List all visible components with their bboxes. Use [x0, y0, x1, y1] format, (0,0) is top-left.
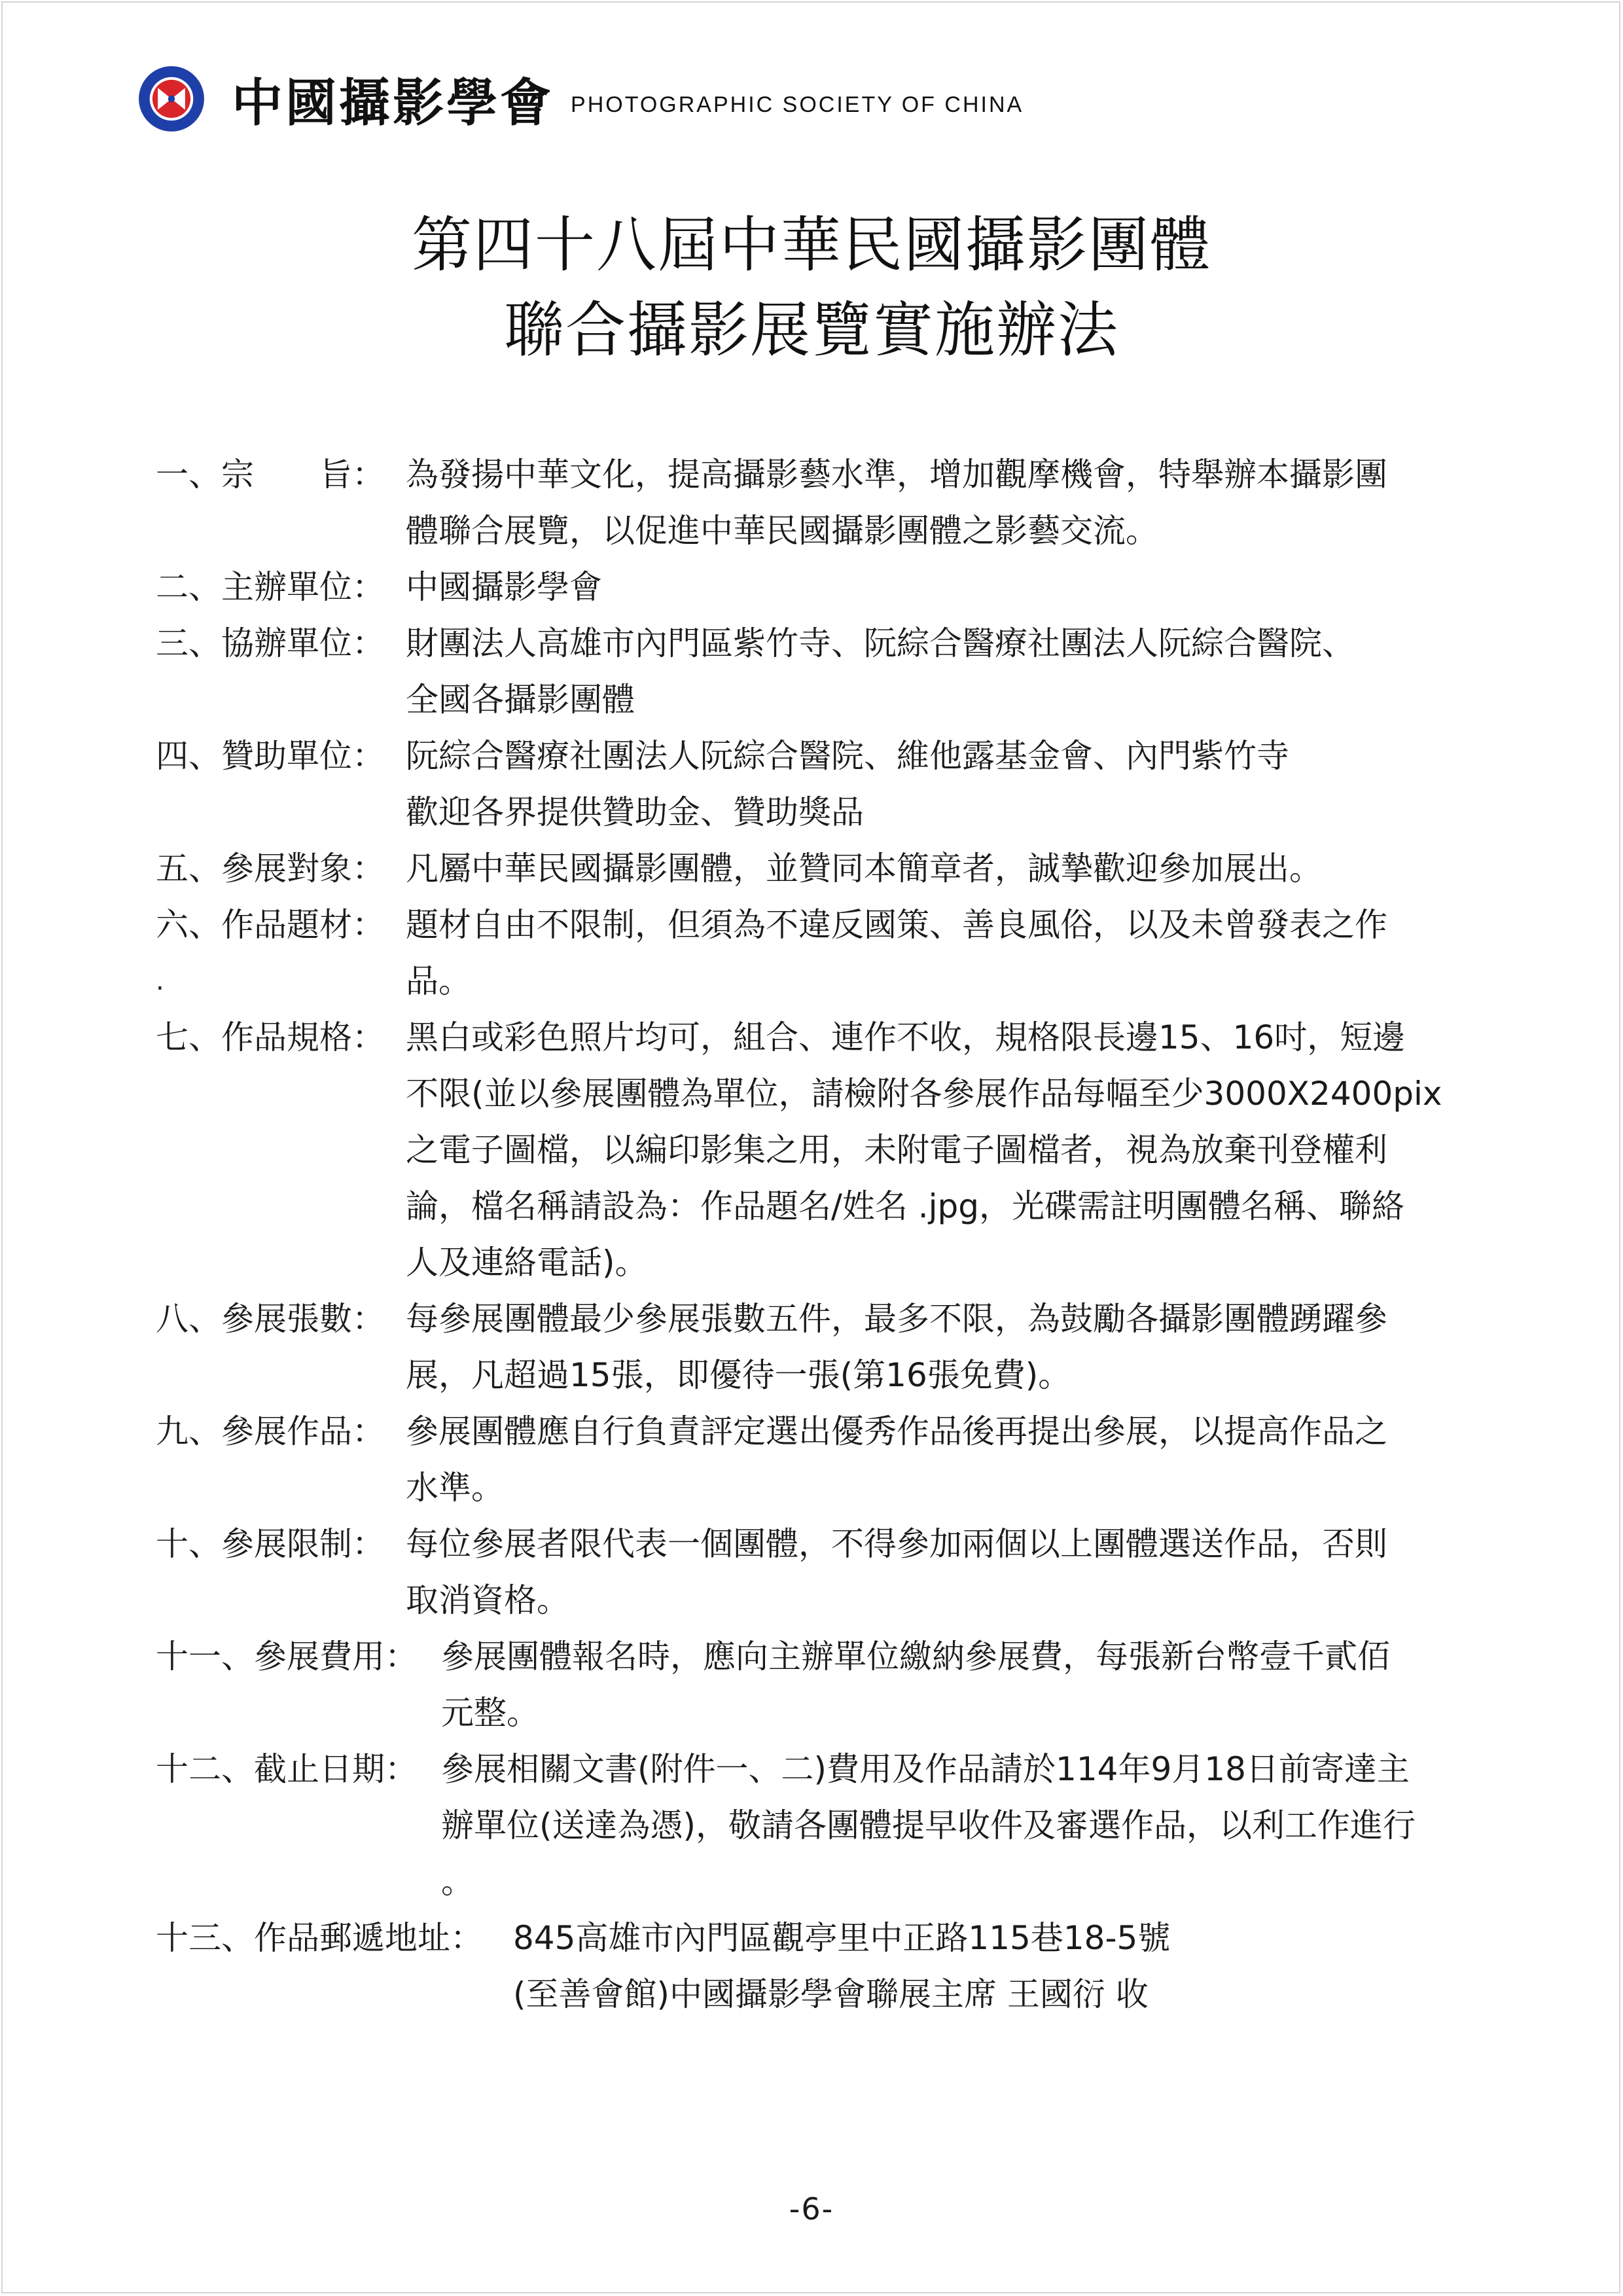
rule-line: 中國攝影學會 [406, 568, 602, 606]
rule-line: 每位參展者限代表一個團體，不得參加兩個以上團體選送作品，否則 [406, 1525, 1387, 1563]
rule-content [406, 559, 1517, 615]
rule-label: 一、宗 旨： [156, 456, 385, 493]
title-line-1: 第四十八屆中華民國攝影團體 [411, 210, 1211, 280]
rule-line: 為發揚中華文化，提高攝影藝水準，增加觀摩機會，特舉辦本攝影團 [406, 456, 1387, 493]
rule-line: 題材自由不限制，但須為不違反國策、善良風俗，以及未曾發表之作 [406, 906, 1387, 944]
rule-content [406, 1291, 1517, 1403]
rule-line: 人及連絡電話)。 [406, 1244, 648, 1282]
rule-line: 水準。 [406, 1469, 504, 1507]
rule-line: 每參展團體最少參展張數五件，最多不限，為鼓勵各攝影團體踴躍參 [406, 1300, 1387, 1338]
rule-item [156, 446, 1517, 559]
rule-content [513, 1910, 1517, 2022]
rule-label: 十二、截止日期： [156, 1750, 418, 1788]
rule-line: 黑白或彩色照片均可，組合、連作不收，規格限長邊15、16吋，短邊 [406, 1018, 1406, 1056]
rule-line: 展，凡超過15張，即優待一張(第16張免費)。 [406, 1356, 1071, 1394]
rule-content [441, 1741, 1517, 1910]
rule-label: 四、贊助單位： [156, 737, 385, 775]
rule-line: 阮綜合醫療社團法人阮綜合醫院、維他露基金會、內門紫竹寺 [406, 737, 1289, 775]
rule-line: 參展團體報名時，應向主辦單位繳納參展費，每張新台幣壹千貳佰 [441, 1638, 1390, 1676]
rule-item [156, 840, 1517, 897]
title-line-2: 聯合攝影展覽實施辦法 [503, 295, 1119, 365]
rule-line: 。 [441, 1863, 474, 1901]
rule-line: 體聯合展覽，以促進中華民國攝影團體之影藝交流。 [406, 512, 1158, 550]
rule-line: 參展團體應自行負責評定選出優秀作品後再提出參展，以提高作品之 [406, 1412, 1387, 1450]
rule-label: 二、主辦單位： [156, 568, 385, 606]
rule-label: 十、參展限制： [156, 1525, 385, 1563]
rule-line: 之電子圖檔，以編印影集之用，未附電子圖檔者，視為放棄刊登權利 [406, 1131, 1387, 1169]
rule-item [156, 1009, 1517, 1291]
rule-line: 取消資格。 [406, 1581, 569, 1619]
rule-label: 七、作品規格： [156, 1018, 385, 1056]
rule-line: (至善會館)中國攝影學會聯展主席 王國衍 收 [513, 1975, 1149, 2013]
rule-content [406, 728, 1517, 840]
rule-item [156, 559, 1517, 615]
rule-item [156, 1910, 1517, 2022]
rule-line: 辦單位(送達為憑)，敬請各團體提早收件及審選作品，以利工作進行 [441, 1806, 1416, 1844]
org-name-english: PHOTOGRAPHIC SOCIETY OF CHINA [571, 92, 1024, 117]
rule-line: 凡屬中華民國攝影團體，並贊同本簡章者，誠摯歡迎參加展出。 [406, 850, 1322, 888]
org-name-chinese: 中國攝影學會 [232, 73, 554, 133]
rule-label: 五、參展對象： [156, 850, 385, 888]
rule-label: 九、參展作品： [156, 1412, 385, 1450]
rule-line: 全國各攝影團體 [406, 681, 635, 719]
rule-content [406, 840, 1517, 897]
rule-label: 六、作品題材： [156, 906, 385, 944]
rule-content [406, 897, 1517, 1009]
rule-line: 品。 [406, 962, 471, 1000]
rule-label: 十一、參展費用： [156, 1638, 418, 1676]
rule-item [156, 1628, 1517, 1741]
rule-line: 845高雄市內門區觀亭里中正路115巷18-5號 [513, 1919, 1171, 1957]
rule-item [156, 615, 1517, 728]
rule-content [406, 615, 1517, 728]
rule-line: 歡迎各界提供贊助金、贊助獎品 [406, 793, 864, 831]
rule-label: 十三、作品郵遞地址： [156, 1919, 483, 1957]
header [137, 63, 1024, 135]
rule-item [156, 1403, 1517, 1516]
rule-content [406, 446, 1517, 559]
rule-line: 財團法人高雄市內門區紫竹寺、阮綜合醫療社團法人阮綜合醫院、 [406, 624, 1355, 662]
rule-content [406, 1516, 1517, 1628]
page-number: -6- [789, 2191, 834, 2227]
rule-item [156, 897, 1517, 1009]
rule-item [156, 1741, 1517, 1910]
rule-label: 三、協辦單位： [156, 624, 385, 662]
rules-list [156, 446, 1517, 2022]
rule-item [156, 1291, 1517, 1403]
document-title [0, 203, 1623, 373]
stray-mark: . [156, 966, 164, 996]
rule-content [441, 1628, 1517, 1741]
rule-content [406, 1403, 1517, 1516]
rule-line: 論，檔名稱請設為：作品題名/姓名 .jpg，光碟需註明團體名稱、聯絡 [406, 1187, 1404, 1225]
rule-content [406, 1009, 1517, 1291]
rule-label: 八、參展張數： [156, 1300, 385, 1338]
rule-line: 元整。 [441, 1694, 539, 1732]
rule-item [156, 1516, 1517, 1628]
rule-line: 參展相關文書(附件一、二)費用及作品請於114年9月18日前寄達主 [441, 1750, 1410, 1788]
rule-line: 不限(並以參展團體為單位，請檢附各參展作品每幅至少3000X2400pix [406, 1075, 1442, 1113]
society-logo-icon [137, 65, 205, 133]
rule-item [156, 728, 1517, 840]
